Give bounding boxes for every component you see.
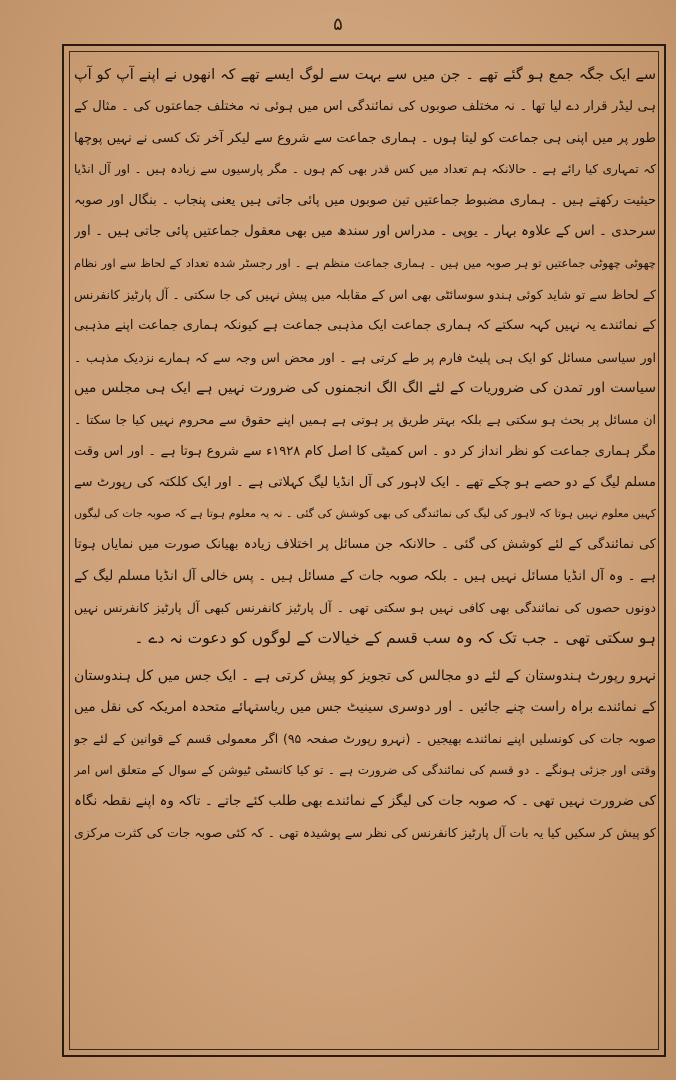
text-line: کو پیش کر سکیں کیا یہ بات آل پارٹیز کانفرنس کی نظر سے پوشیدہ تھی ۔ کہ کئی صوبہ جات کی کثرت مرکزی [74, 825, 656, 841]
text-line: سرحدی ۔ اس کے علاوہ بہار ۔ یوپی ۔ مدراس اور سندھ میں بھی معقول جماعتیں پائی جاتی ہیں ۔ اور [74, 223, 656, 240]
text-line: کہ تمہاری کیا رائے ہے ۔ حالانکہ ہم تعداد میں کس قدر بھی کم ہوں ۔ مگر پارسیوں سے زیادہ ہیں ۔ اور آل انڈیا [74, 161, 656, 176]
text-line: کی ضرورت نہیں تھی ۔ کہ صوبہ جات کی لیگز کے نمائندے بھی طلب کئے جاتے ۔ تاکہ وہ اپنے نقطہ نگاہ [74, 792, 656, 809]
text-line: کہیں معلوم نہیں ہوتا کہ لاہور کی لیگ کی نمائندگی کی بھی کوشش کی گئی ۔ نہ یہ معلوم ہوتا ہے کہ صوبہ جات کی لیگوں [74, 507, 656, 521]
text-line: مگر ہماری جماعت کو نظر انداز کر دو ۔ اس کمیٹی کا اصل کام ۱۹۲۸ء سے شروع ہوتا ہے ۔ اور اس وقت [74, 443, 656, 459]
text-line: ہی لیڈر قرار دے لیا تھا ۔ نہ مختلف صوبوں کی نمائندگی اس میں ہوئی نہ مختلف جماعتوں کی ۔ مثال کے [74, 99, 656, 115]
text-line: کے نمائندے یہ نہیں کہہ سکتے کہ ہماری جماعت ایک مذہبی جماعت ہے کیونکہ ہماری جماعت اپنے مذہبی [74, 318, 656, 334]
text-line: وقتی اور جزئی ہونگے ۔ دو قسم کی نمائندگی کی ضرورت ہے ۔ تو کیا کانسٹی ٹیوشن کے سوال کے متعلق اس امر [74, 762, 656, 777]
text-line: مسلم لیگ کے دو حصے ہو چکے تھے ۔ ایک لاہور کی آل انڈیا لیگ کہلاتی ہے ۔ اور ایک کلکتہ کی رپورٹ سے [74, 474, 656, 490]
text-line: چھوٹی چھوٹی جماعتیں تو ہر صوبہ میں ہیں ۔ ہماری جماعت منظم ہے ۔ اور رجسٹر شدہ تعداد کے لحاظ سے اور نظام [74, 255, 656, 270]
text-line: ان مسائل پر بحث ہو سکتی ہے بلکہ بہتر طریق پر ہوتی ہے ہمیں اپنے حقوق سے محروم نہیں کیا جا سکتا ۔ [74, 412, 656, 428]
text-line-paragraph-end: ہو سکتی تھی ۔ جب تک کہ وہ سب قسم کے خیالات کے لوگوں کو دعوت نہ دے ۔ [134, 629, 656, 648]
text-line: کے نمائندے براہ راست چنے جائیں ۔ اور دوسری سینیٹ جس میں ریاستہائے متحدہ امریکہ کی نقل میں [74, 698, 656, 715]
text-line: سیاست اور تمدن کی ضروریات کے لئے الگ الگ انجمنوں کی ضرورت نہیں ہے ایک ہی مجلس میں [74, 379, 656, 396]
text-line: ہے ۔ وہ آل انڈیا مسائل نہیں ہیں ۔ بلکہ صوبہ جات کے مسائل ہیں ۔ پس خالی آل انڈیا مسلم لیگ کے [74, 567, 656, 584]
text-line: طور پر میں اپنی ہی جماعت کو لیتا ہوں ۔ ہماری جماعت سے شروع سے لیکر آخر تک کسی نے نہیں پوچھا [74, 130, 656, 146]
text-line-paragraph-start: نہرو رپورٹ ہندوستان کے لئے دو مجالس کی تجویز کو پیش کرتی ہے ۔ ایک جس میں کل ہندوستان [74, 667, 656, 684]
urdu-text-body [74, 60, 656, 1045]
text-line: حیثیت رکھتے ہیں ۔ ہماری مضبوط جماعتیں تین صوبوں میں پائی جاتی ہیں یعنی پنجاب ۔ بنگال اور صوبہ [74, 193, 656, 209]
text-line: اور سیاسی مسائل کو ایک ہی پلیٹ فارم پر طے کرتی ہے ۔ اور محض اس وجہ سے کہ ہمارے نزدیک مذہب ۔ [74, 349, 656, 365]
page-number: ۵ [333, 14, 343, 35]
text-line: کے لحاظ سے تو شاید کوئی ہندو سوسائٹی بھی اس کے مقابلہ میں پیش نہیں کی جا سکتی ۔ آل پارٹیز کانفرنس [74, 287, 656, 303]
text-line: سے ایک جگہ جمع ہو گئے تھے ۔ جن میں سے بہت سے لوگ ایسے تھے کہ انھوں نے اپنے آپ کو آپ [74, 67, 656, 83]
text-line: صوبہ جات کی کونسلیں اپنے نمائندے بھیجیں ۔ (نہرو رپورٹ صفحہ ۹۵) اگر معمولی قسم کے قوانین کے لئے جو [74, 731, 656, 747]
text-line: دونوں حصوں کی نمائندگی بھی کافی نہیں ہو سکتی تھی ۔ آل پارٹیز کانفرنس کبھی آل پارٹیز کانفرنس نہیں [74, 600, 656, 616]
text-line: کی نمائندگی کے لئے کوشش کی گئی ۔ حالانکہ جن مسائل پر اختلاف زیادہ بھیانک صورت میں نمایاں ہوتا [74, 537, 656, 553]
